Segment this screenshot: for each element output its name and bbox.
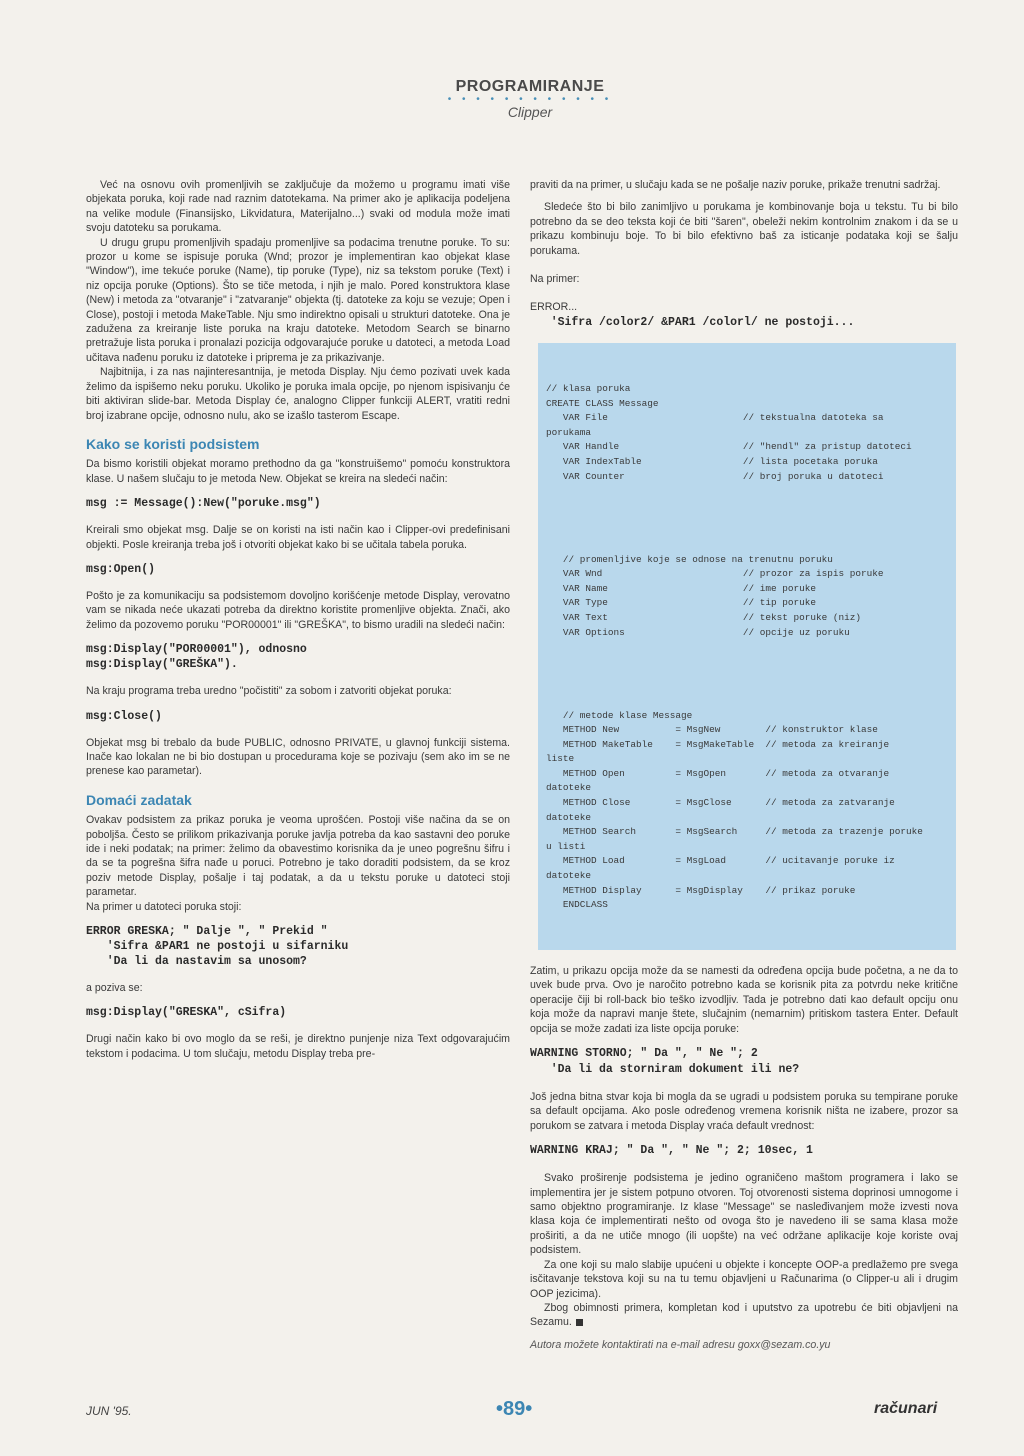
code-line: 'Sifra /color2/ &PAR1 /colorl/ ne postoji... [530,315,855,329]
code-line: msg:Open() [86,562,156,576]
code-line: msg:Display("GRESKA", cSifra) [86,1006,287,1020]
paragraph: a poziva se: [86,982,143,995]
paragraph: Najbitnija, i za nas najinteresantnija, je metoda Display. Nju ćemo pozivati uvek kada želimo da ispišemo neku poruku. Ukoliko je poruka imala opcije, po njenom ispisivanju će biti aktiviran slide-bar. Metoda Display će, analogno Clipper funkciji ALERT, vratiti redni broj izabrane opcije, odnosno nulu, ako se izašlo tasterom Escape. [86,366,510,422]
paragraph: Drugi način kako bi ovo moglo da se reši, je direktno punjenje niza Text odgovarajućim tekstom i podacima. U tom slučaju, metodu Display treba pre- [86,1033,510,1060]
paragraph-text: Zbog obimnosti primera, kompletan kod i uputstvo za upotrebu će biti objavljeni na Sezamu. [530,1301,958,1329]
end-mark-icon [576,1319,583,1326]
code-segment: // klasa poruka CREATE CLASS Message VAR File // tekstualna datoteka sa porukama VAR Handle // "hendl" za pristup datoteci VAR IndexTable // lista pocetaka poruka VAR Counter // broj poruka u datoteci [546,383,912,482]
paragraph: Već na osnovu ovih promenljivih se zaključuje da možemo u programu imati više objekata poruka, koji rade nad raznim datotekama. Na primer ako je aplikacija podeljena na velike module (Finansijsko, Likvidatura, Materijalno...) svaki od modula može imati svoju datoteku sa porukama. [86,179,510,235]
issue-date: JUN '95. [86,1404,132,1418]
code-line: msg:Display("POR00001"), odnosno msg:Display("GREŠKA"). [86,643,307,672]
paragraph: Pošto je za komunikaciju sa podsistemom dovoljno korišćenje metode Display, verovatno vam se nikada neće ukazati potreba da direktno koristite promenljive objekta. Znači, ako želimo da pozovemo poruku "POR00001" ili "GREŠKA", to bismo uradili na sledeći način: [86,589,510,631]
code-block: ERROR GRESKA; " Dalje ", " Prekid " 'Sifra &PAR1 ne postoji u sifarniku 'Da li da nastavim sa unosom? [86,925,349,969]
paragraph: U drugu grupu promenljivih spadaju promenljive sa podacima trenutne poruke. To su: prozor u kome se ispisuje poruka (Wnd; prozor je implementiran kao objekat klase "Window"), ime tekuće poruke (Name), tip poruke (Type), niz sa tekstom poruke (Text) i niz opcija poruke (Options). Što se tiče metoda, i njih je malo. Pored konstruktora klase (New) i metoda za "otvaranje" i "zatvaranje" objekta (tj. datoteke za koju se vezuje; Open i Close), postoji i metoda MakeTable. Nju smo indirektno opisali u strukturi datoteke. Ona je zadužena za kreiranje liste poruka na kraju datoteke. Metodom Search se binarno pretražuje lista poruka i pronalazi pozicija odgovarajuće poruke u datoteci, a metoda Load učitava nađenu poruku iz datoteke i priprema je za prikazivanje. [86,236,510,364]
paragraph: Još jedna bitna stvar koja bi mogla da se ugradi u podsistem poruka su tempirane poruke sa default opcijama. Ako posle određenog vremena korisnik ništa ne izabere, prozor sa porukom se zatvara i metoda Display vraća default vrednost: [530,1091,958,1132]
paragraph [530,1301,958,1330]
paragraph: Kreirali smo objekat msg. Dalje se on koristi na isti način kao i Clipper-ovi predefinisani objekti. Posle kreiranja treba još i otvoriti objekat kako bi se učitala tabela poruka. [86,524,510,551]
section-heading: Domaći zadatak [86,791,192,808]
code-line: WARNING KRAJ; " Da ", " Ne "; 2; 10sec, 1 [530,1144,813,1158]
paragraph: Na kraju programa treba uredno "počistiti" za sobom i zatvoriti objekat poruka: [86,685,452,698]
code-block: WARNING STORNO; " Da ", " Ne "; 2 'Da li da storniram dokument ili ne? [530,1047,800,1077]
author-contact: Autora možete kontaktirati na e-mail adresu goxx@sezam.co.yu [530,1338,831,1351]
code-line: msg := Message():New("poruke.msg") [86,497,321,511]
paragraph: Svako proširenje podsistema je jedino ograničeno maštom programera i lako se implementira jer je sistem potpuno otvoren. Toj otvorenosti sistema doprinosi umnogome i samo objektno programiranje. Iz klase "Message" se nasleđivanjem može izvesti nova klasa koja će implementirati nešto od ovoga što je navedeno ili se sama klasa može proširiti, a da ne utiče mnogo (ili uopšte) na već održane aplikacije koje koriste ovaj podsistem. [530,1172,958,1257]
code-segment: // metode klase Message METHOD New = MsgNew // konstruktor klase METHOD MakeTable = MsgMakeTable // metoda za kreiranje liste METHOD Open = MsgOpen // metoda za otvaranje datoteke METHOD Close = MsgClose // metoda za zatvaranje datoteke METHOD Search = MsgSearch // metoda za trazenje poruke u listi METHOD Load = MsgLoad // ucitavanje poruke iz datoteke METHOD Display = MsgDisplay // prikaz poruke ENDCLASS [546,709,923,911]
right-column [530,178,958,1360]
paragraph: Da bismo koristili objekat moramo prethodno da ga "konstruišemo" pomoću konstruktora klase. U našem slučaju to je metoda New. Objekat se kreira na sledeći način: [86,458,510,485]
page-number: •89• [496,1398,533,1420]
paragraph: ERROR... [530,301,578,314]
paragraph: Za one koji su malo slabije upućeni u objekte i koncepte OOP-a predlažemo pre svega isčitavanje tekstova koji su na tu temu objavljeni u Računarima (o Clipper-u ali i drugim OOP jezicima). [530,1258,958,1300]
paragraph: Na primer u datoteci poruka stoji: [86,900,242,913]
left-column [86,178,510,1069]
code-line: msg:Close() [86,709,162,723]
section-subtitle: Clipper [507,104,553,120]
code-segment: // promenljive koje se odnose na trenutnu poruku VAR Wnd // prozor za ispis poruke VAR Name // ime poruke VAR Type // tip poruke VAR Text // tekst poruke (niz) VAR Options // opcije uz poruku [562,553,884,638]
paragraph: Na primer: [530,273,580,286]
magazine-logo: računari [874,1400,938,1417]
section-title: PROGRAMIRANJE [455,78,605,95]
paragraph: Objekat msg bi trebalo da bude PUBLIC, odnosno PRIVATE, u glavnoj funkciji sistema. Inače kao lokalan ne bi bio dostupan u procedurama koje se pozivaju (sem ako im se ne prenese kao parametar). [86,736,510,778]
paragraph: Sledeće što bi bilo zanimljivo u porukama je kombinovanje boja u tekstu. Tu bi bilo potrebno da se deo teksta koji će biti "šaren", obeleži nekim kontrolnim znakom i da se u prikazu kombinuju boje. To bi bilo efektivno baš za isticanje podataka koji se šalju porukama. [530,201,958,257]
paragraph: Ovakav podsistem za prikaz poruka je veoma uprošćen. Postoji više načina da se on poboljša. Često se prilikom prikazivanja poruke javlja potreba da kao sastavni deo poruke ide i neki podatak; na primer: želimo da obavestimo korisnika da je uneo pogrešnu šifru i da se ta pogrešna šifra nađe u poruci. Potrebno je tako doraditi podsistem, da se kroz poziv metode Display, pošalje i taj podatak, a da u tekstu poruke u datoteci stoji parametar. [86,814,510,899]
page-header [380,78,680,120]
paragraph: Zatim, u prikazu opcija može da se namesti da određena opcija bude početna, a ne da to uvek bude prva. Ovo je naročito potrebno kada se korisnik pita za potvrdu neke kritične operacije čiji bi roll-back bio teško izvodljiv. Tada je potrebno dati kao default opciju onu koja može da napravi manje štete, slučajnim (nemarnim) pritiskom tastera Enter. Default opcija se može zadati iza liste opcija poruke: [530,965,958,1035]
class-code-box [538,343,956,950]
section-heading: Kako se koristi podsistem [86,435,260,452]
header-dots: • • • • • • • • • • • • [447,94,613,105]
paragraph: praviti da na primer, u slučaju kada se ne pošalje naziv poruke, prikaže trenutni sadržaj. [530,179,941,191]
